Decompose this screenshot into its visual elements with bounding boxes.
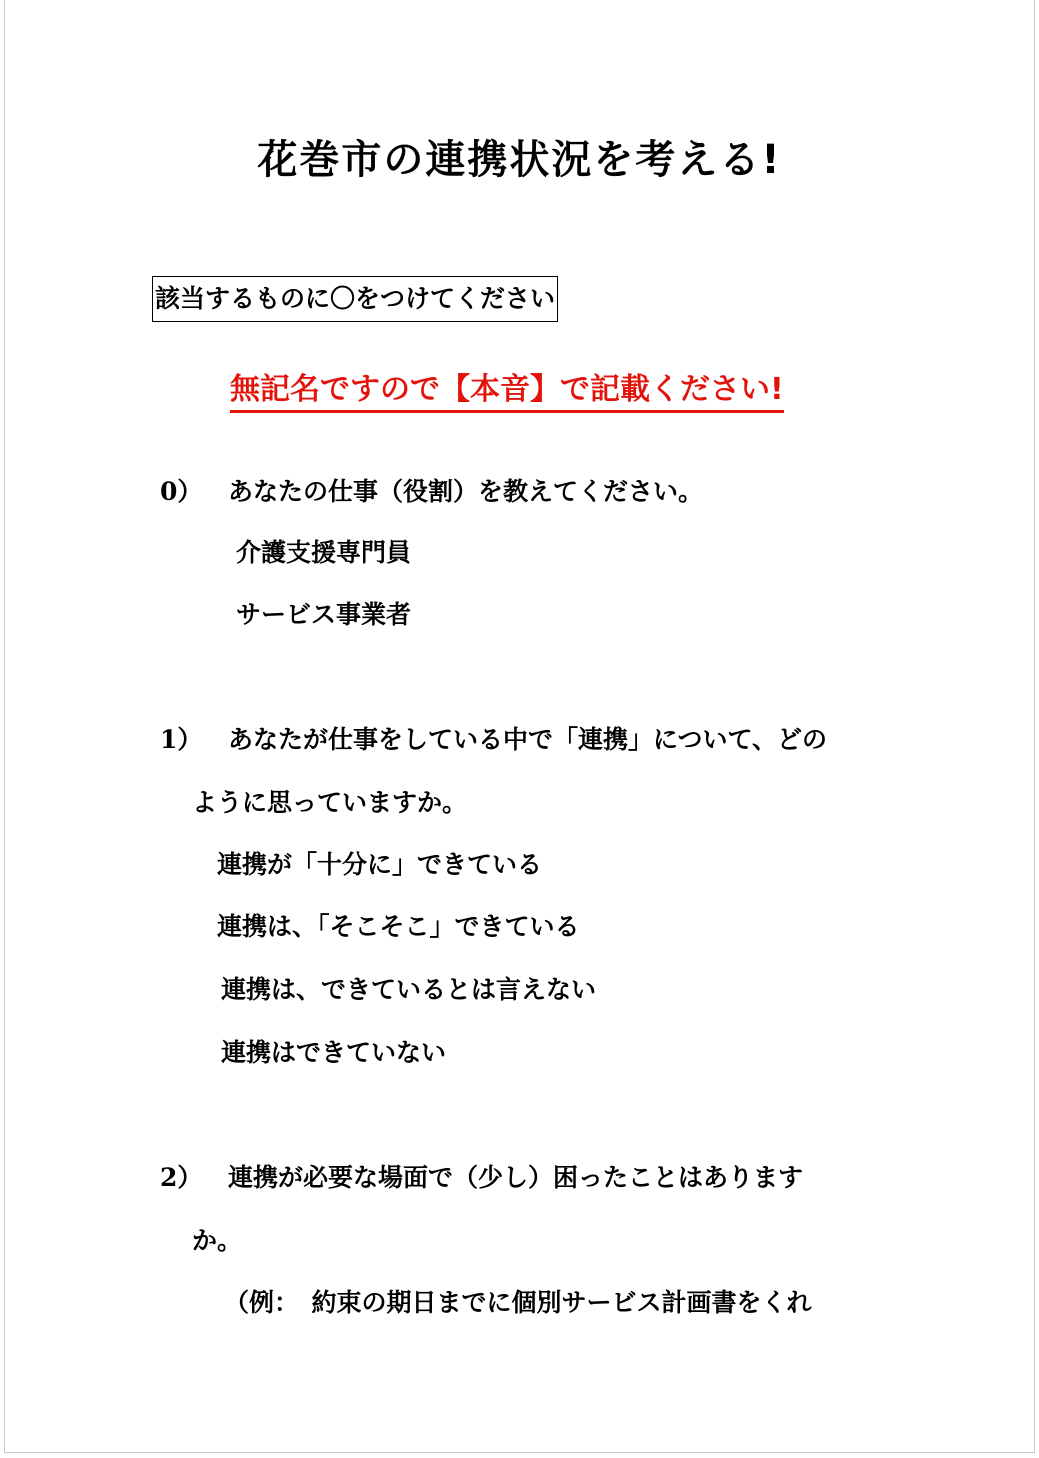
question-1-option-3: 連携は、できているとは言えない — [221, 975, 597, 1004]
question-0-option-1: 介護支援専門員 — [236, 538, 412, 567]
anonymous-notice: 無記名ですので【本音】で記載ください! — [230, 364, 784, 413]
question-1-number: 1） — [160, 725, 203, 754]
question-1-option-2: 連携は、「そこそこ」できている — [217, 912, 580, 941]
question-1-option-4: 連携はできていない — [221, 1038, 447, 1067]
question-1-text-line-1: あなたが仕事をしている中で「連携」について、どの — [228, 725, 828, 754]
question-2-text-line-1: 連携が必要な場面で（少し）困ったことはあります — [228, 1163, 804, 1192]
question-2-text-line-2: か。 — [192, 1226, 243, 1255]
question-2-number: 2） — [160, 1163, 203, 1192]
question-0-text: あなたの仕事（役割）を教えてください。 — [228, 477, 704, 506]
question-1-text-line-2: ように思っていますか。 — [192, 788, 468, 817]
page-title: 花巻市の連携状況を考える! — [257, 137, 782, 183]
instruction-box: 該当するものに〇をつけてください — [152, 276, 558, 322]
question-2-example: （例： 約束の期日までに個別サービス計画書をくれ — [224, 1288, 812, 1317]
question-0-option-2: サービス事業者 — [236, 600, 412, 629]
question-1-option-1: 連携が「十分に」できている — [217, 850, 543, 879]
question-0-number: 0） — [160, 477, 203, 506]
